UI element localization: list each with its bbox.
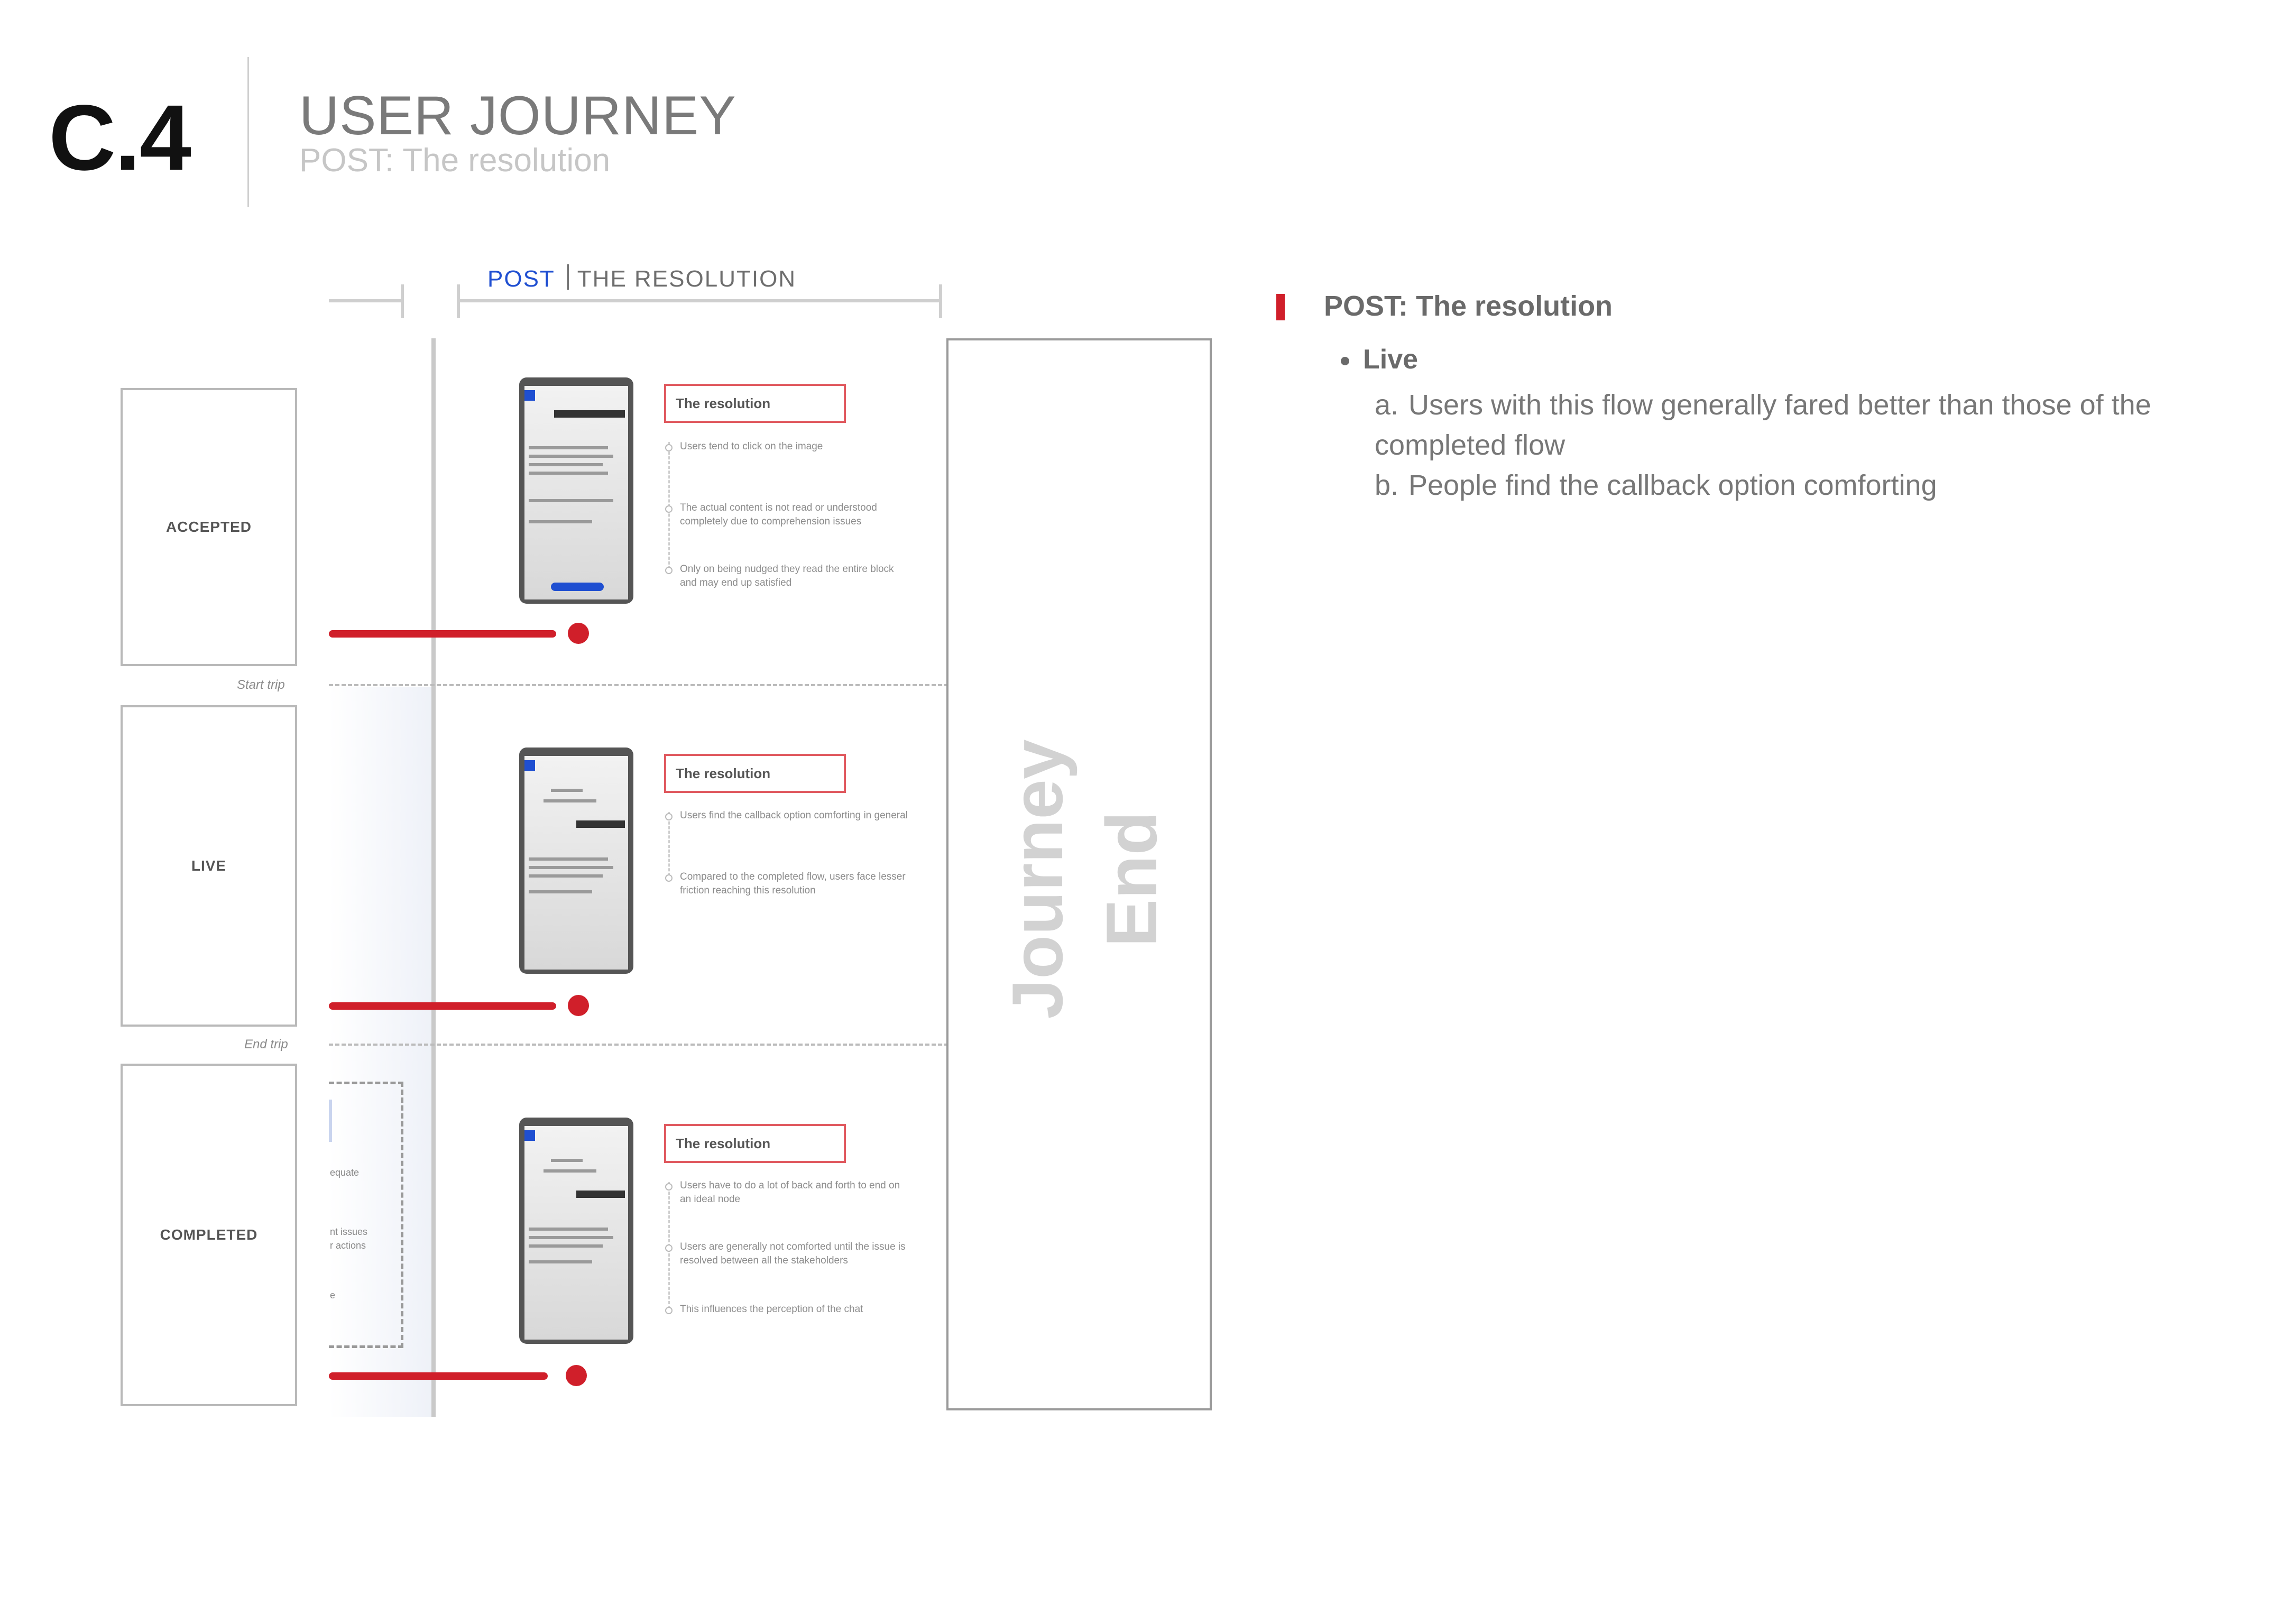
- progress-line-accepted: [329, 630, 556, 638]
- panel-heading: POST: The resolution: [1324, 290, 1613, 322]
- stage-completed: [121, 1064, 297, 1406]
- journey-end-line2: End: [1091, 811, 1172, 947]
- prev-fragment: equate: [330, 1167, 360, 1178]
- phase-label: [487, 264, 796, 292]
- prev-fragment: e: [330, 1290, 336, 1300]
- observation-dot: [665, 813, 673, 820]
- observation-dot: [665, 1307, 673, 1314]
- prev-fragment: r actions: [330, 1240, 366, 1251]
- section-marker: [1276, 294, 1285, 320]
- phone-screenshot-completed: [519, 1118, 633, 1344]
- panel-bullet: [1341, 344, 1418, 375]
- section-code: C.4: [49, 86, 190, 190]
- observation-text: Users tend to click on the image: [680, 441, 823, 452]
- row-separator: [329, 684, 948, 686]
- observation-dot: [665, 505, 673, 513]
- page-subtitle: POST: The resolution: [299, 142, 611, 179]
- card-title: The resolution: [664, 384, 846, 423]
- observation-text: Users find the callback option comforting in general: [680, 810, 908, 821]
- item-label: b.: [1375, 469, 1399, 501]
- card-title: The resolution: [664, 1124, 846, 1163]
- observation-text: Compared to the completed flow, users face lesser friction reaching this resolution: [680, 871, 906, 896]
- item-text: People find the callback option comforting: [1408, 469, 1937, 501]
- progress-line-live: [329, 1002, 556, 1010]
- phase-resolution: THE RESOLUTION: [577, 266, 797, 292]
- observation-text: Users are generally not comforted until the issue is resolved between all the stakeholders: [680, 1241, 906, 1266]
- stage-label: ACCEPTED: [165, 519, 252, 535]
- observation-connector: [668, 812, 670, 881]
- progress-dot-completed: [566, 1365, 587, 1386]
- progress-dot-live: [568, 995, 589, 1016]
- item-text: Users with this flow generally fared better than those of the completed flow: [1375, 389, 2151, 461]
- card-title: The resolution: [664, 754, 846, 793]
- header-divider: [247, 57, 249, 207]
- phase-bracket: [457, 299, 941, 302]
- observation-text: Only on being nudged they read the entire block and may end up satisfied: [680, 564, 894, 588]
- observation-text: Users have to do a lot of back and forth to end on an ideal node: [680, 1180, 900, 1205]
- panel-item: [1375, 385, 2199, 465]
- page-title: USER JOURNEY: [299, 85, 736, 146]
- bullet-text: Live: [1363, 344, 1419, 375]
- row-separator: [329, 1044, 948, 1046]
- stage-note: Start trip: [237, 678, 285, 692]
- observation-dot: [665, 1244, 673, 1252]
- prev-phase-bracket: [329, 299, 404, 302]
- phone-screenshot-accepted: [519, 377, 633, 604]
- panel-item: [1375, 465, 2199, 505]
- observation-dot: [665, 444, 673, 451]
- observation-dot: [665, 874, 673, 882]
- stage-live: [121, 705, 297, 1027]
- observation-text: This influences the perception of the chat: [680, 1304, 863, 1315]
- phase-divider-line: [431, 338, 436, 1417]
- journey-end-line1: Journey: [997, 739, 1077, 1019]
- phase-separator: [567, 264, 569, 290]
- observation-dot: [665, 567, 673, 574]
- item-label: a.: [1375, 389, 1399, 421]
- stage-accepted: [121, 388, 297, 666]
- stage-label: COMPLETED: [160, 1226, 258, 1243]
- observation-dot: [665, 1183, 673, 1191]
- progress-line-completed: [329, 1372, 548, 1380]
- prev-fragment: nt issues: [330, 1226, 368, 1237]
- progress-dot-accepted: [568, 623, 589, 644]
- phone-screenshot-live: [519, 748, 633, 974]
- prev-phase-bracket-end: [401, 284, 404, 318]
- phase-post: POST: [487, 266, 555, 292]
- phase-bracket-end: [939, 284, 942, 318]
- stage-note: End trip: [244, 1037, 288, 1051]
- observation-text: The actual content is not read or understood completely due to comprehension issues: [680, 502, 877, 527]
- prev-dashed-box: [329, 1082, 403, 1348]
- bullet-dot: [1341, 357, 1349, 365]
- stage-label: LIVE: [191, 857, 227, 874]
